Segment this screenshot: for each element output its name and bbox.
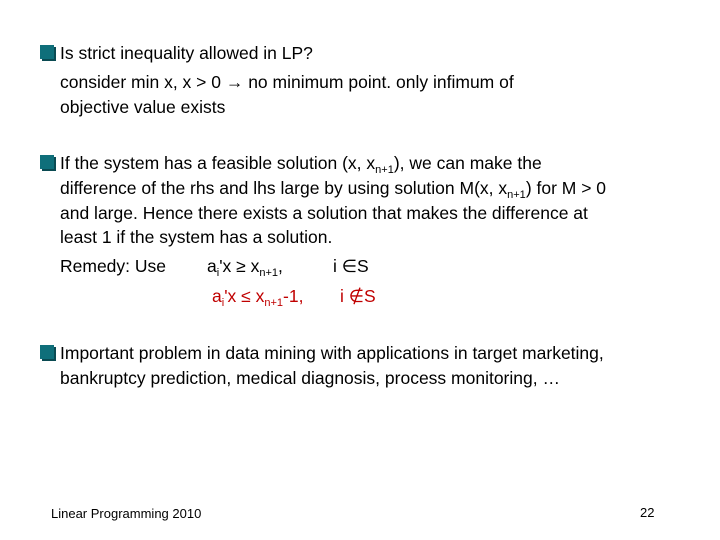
text-run: -1,	[283, 286, 304, 306]
equation-1	[207, 255, 283, 277]
bullet2-line4: least 1 if the system has a solution.	[60, 227, 333, 247]
checkbox-bullet-icon	[40, 155, 56, 171]
footer-course-title: Linear Programming 2010	[51, 506, 202, 521]
equation-1-condition: i ∈S	[333, 256, 369, 276]
subscript: n+1	[375, 164, 394, 176]
equation-2	[212, 285, 303, 307]
text-run: ,	[278, 256, 283, 276]
text-run: 'x ≥ x	[219, 256, 260, 276]
subscript: i	[216, 267, 220, 279]
bullet2-line2	[60, 177, 606, 199]
subscript: n+1	[259, 267, 279, 279]
bullet3-line2: bankruptcy prediction, medical diagnosis, process monitoring, …	[60, 368, 560, 388]
remedy-label: Remedy: Use	[60, 256, 167, 276]
bullet2-line1	[60, 152, 542, 174]
bullet1-line3: objective value exists	[60, 97, 226, 117]
text-run: 'x ≤ x	[224, 286, 265, 306]
bullet1-line2: consider min x, x > 0 → no minimum point. only infimum of	[60, 72, 514, 92]
text-run: difference of the rhs and lhs large by using solution M(x, x	[60, 178, 508, 198]
text-run: ), we can make the	[393, 153, 542, 173]
subscript: n+1	[507, 189, 526, 201]
subscript: n+1	[264, 297, 284, 309]
bullet1-title: Is strict inequality allowed in LP?	[60, 43, 313, 63]
equation-2-condition: i ∉S	[340, 286, 376, 306]
page-number: 22	[640, 505, 655, 520]
text-run: ) for M > 0	[525, 178, 607, 198]
checkbox-bullet-icon	[40, 345, 56, 361]
bullet2-line3: and large. Hence there exists a solution that makes the difference at	[60, 203, 588, 223]
text-run: If the system has a feasible solution (x, x	[60, 153, 376, 173]
text-run: a	[207, 256, 217, 276]
bullet3-line1: Important problem in data mining with applications in target marketing,	[60, 343, 604, 363]
checkbox-bullet-icon	[40, 45, 56, 61]
subscript: i	[221, 297, 225, 309]
text-run: a	[212, 286, 222, 306]
